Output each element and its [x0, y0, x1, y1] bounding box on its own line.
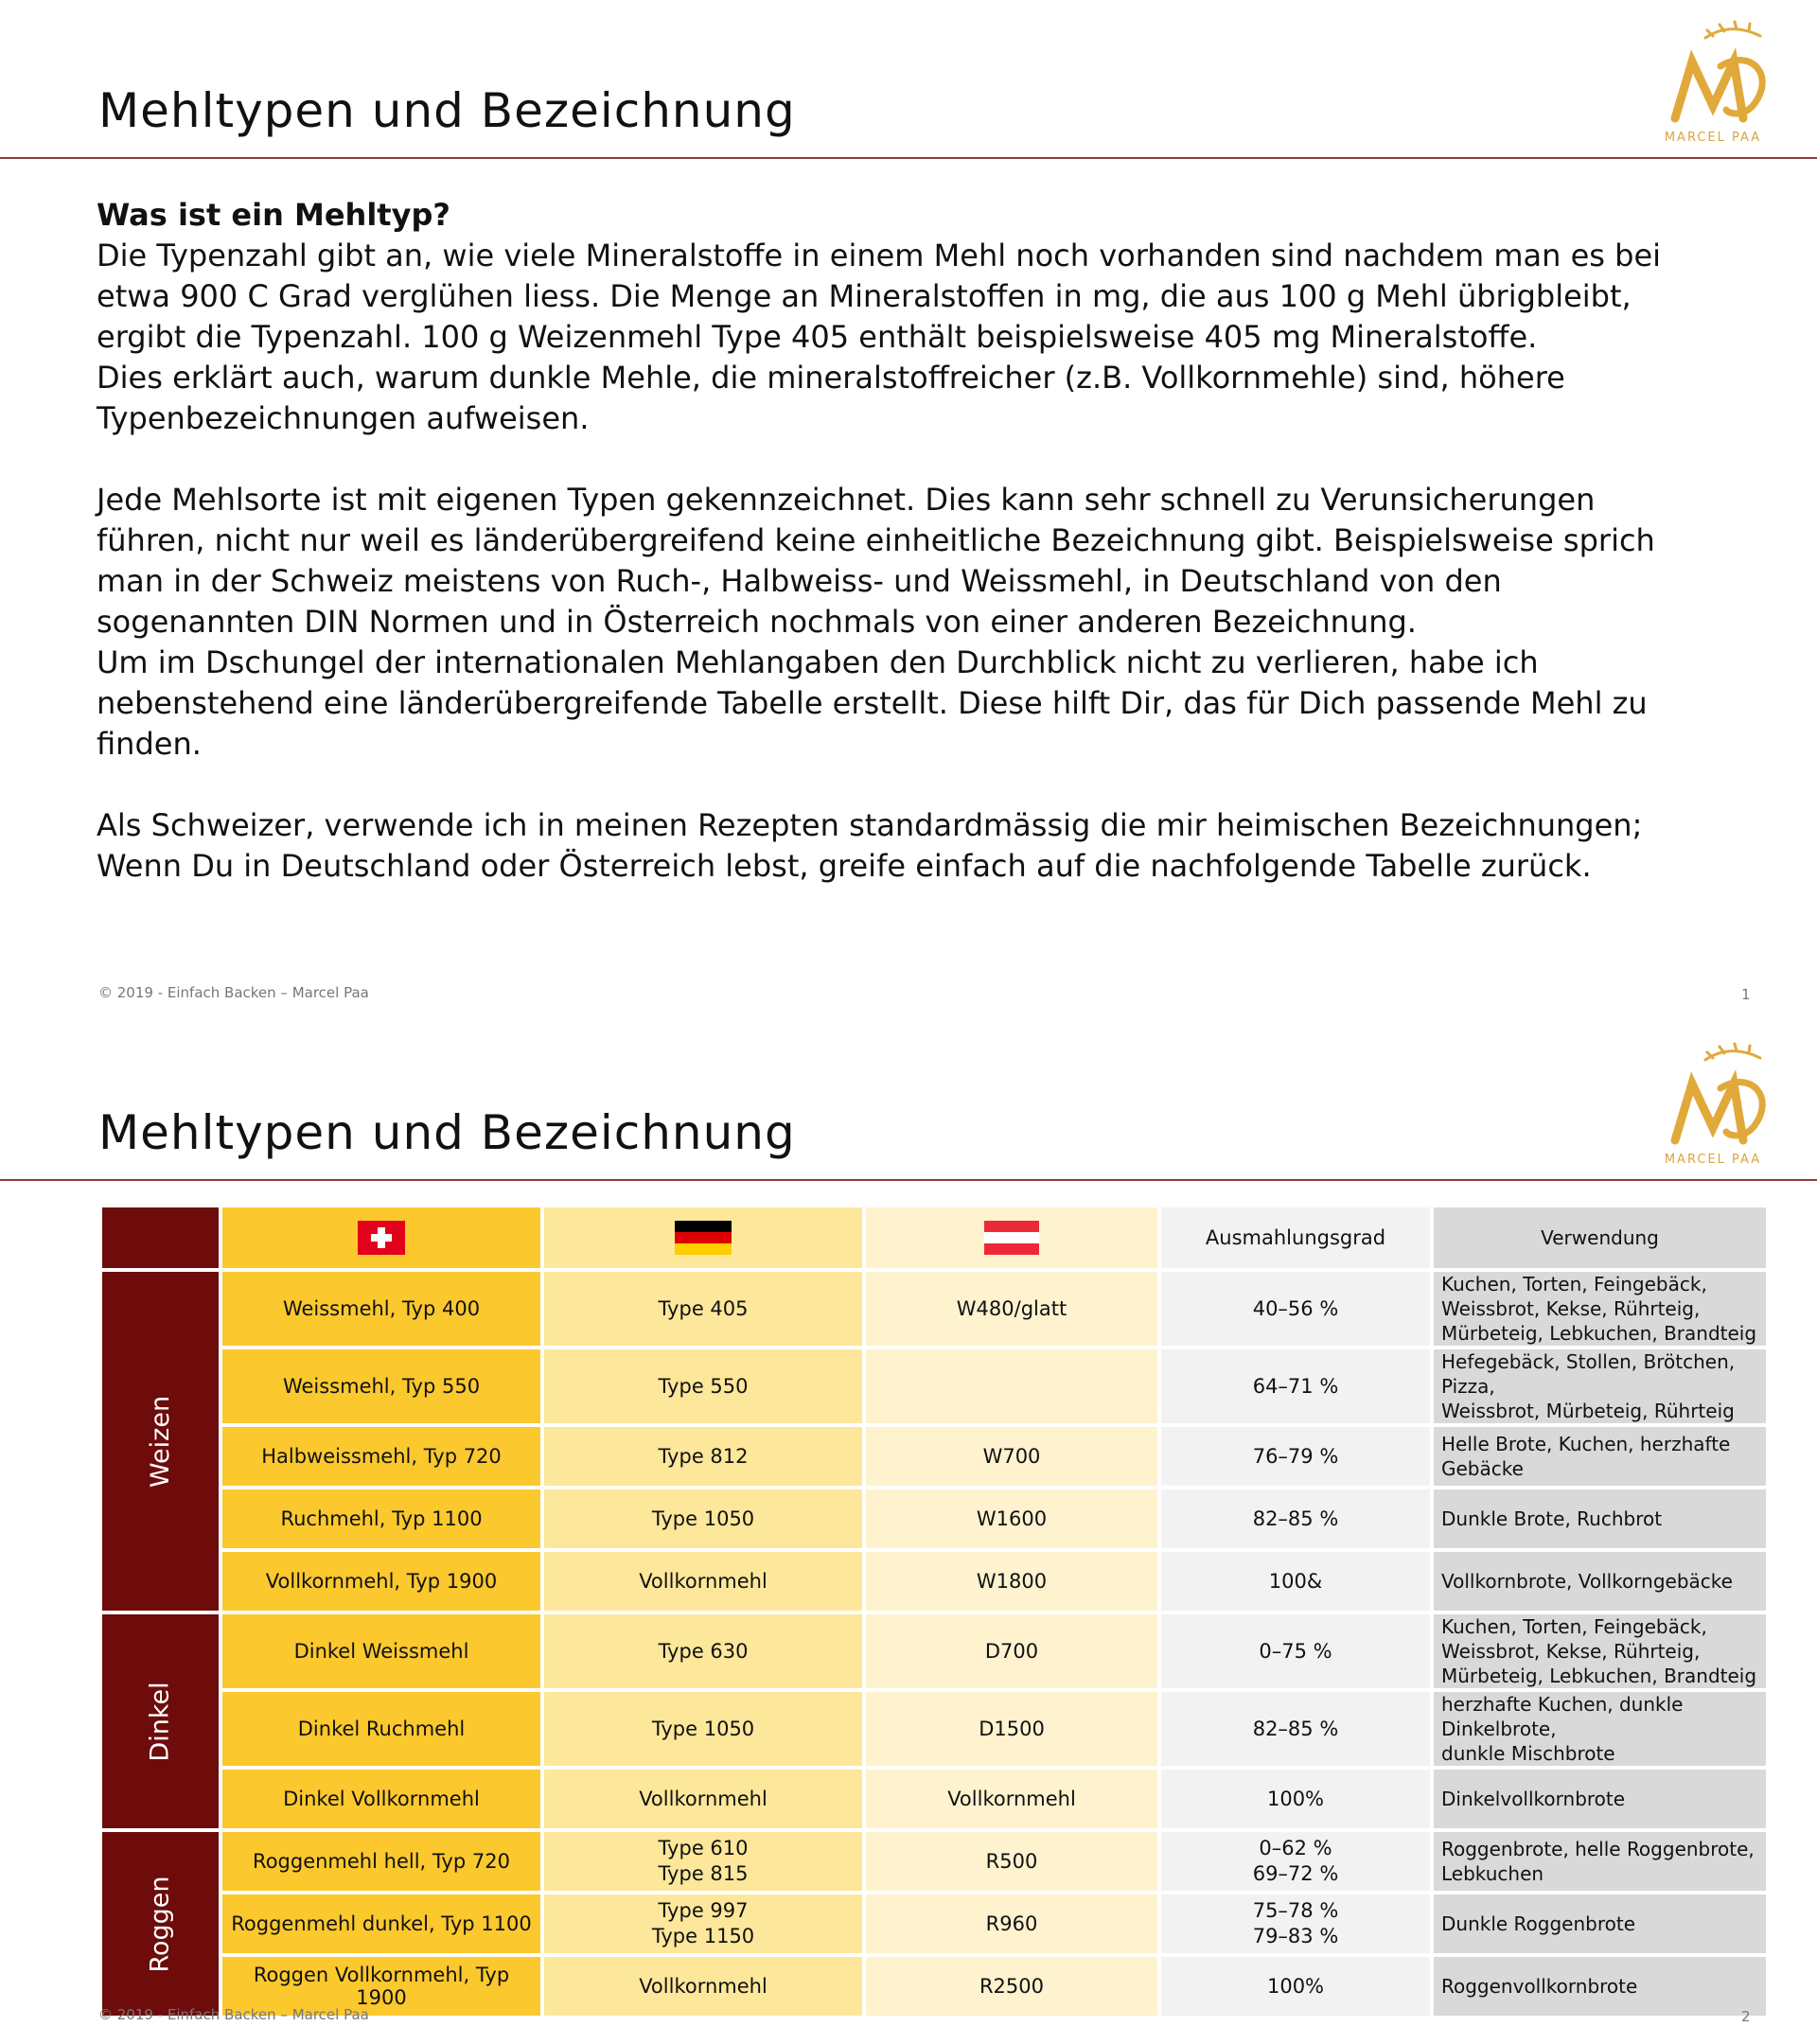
- cell-austria: [864, 1348, 1159, 1425]
- german-flag-icon: [675, 1221, 732, 1255]
- cell-line: Weissbrot, Mürbeteig, Rührteig: [1441, 1400, 1735, 1422]
- cell-line: Mürbeteig, Lebkuchen, Brandteig: [1441, 1665, 1757, 1687]
- table-header-row: [100, 1206, 1768, 1270]
- question-heading: Was ist ein Mehltyp?: [97, 197, 450, 233]
- category-label: Weizen: [146, 1395, 175, 1488]
- cell-line: 82–85 %: [1252, 1717, 1339, 1740]
- cell-austria: R960: [864, 1893, 1159, 1955]
- cell-verwendung: [1432, 1893, 1768, 1955]
- cell-line: Roggenbrote, helle Roggenbrote,: [1441, 1838, 1755, 1860]
- cell-line: Roggenvollkornbrote: [1441, 1975, 1638, 1998]
- cell-line: 40–56 %: [1252, 1296, 1339, 1320]
- page-number: 2: [1741, 2008, 1751, 2025]
- paragraph-2: [97, 480, 1762, 765]
- cell-line: 100&: [1268, 1569, 1323, 1593]
- cell-austria: Vollkornmehl: [864, 1768, 1159, 1830]
- intro-text: [97, 195, 1762, 927]
- cell-austria: R500: [864, 1830, 1159, 1893]
- text-line: Die Typenzahl gibt an, wie viele Mineralstoffe in einem Mehl noch vorhanden sind nachdem man es bei: [97, 238, 1662, 273]
- logo-text: MARCEL PAA: [1664, 1153, 1762, 1167]
- cell-switzerland: Dinkel Ruchmehl: [221, 1690, 542, 1768]
- cell-austria: D1500: [864, 1690, 1159, 1768]
- cell-austria: W1800: [864, 1550, 1159, 1612]
- header-switzerland: [221, 1206, 542, 1270]
- cell-ausmahlungsgrad: [1159, 1612, 1432, 1690]
- cell-verwendung: [1432, 1612, 1768, 1690]
- austrian-flag-icon: [984, 1221, 1039, 1255]
- cell-line: Type 1150: [651, 1925, 755, 1947]
- cell-line: 75–78 %: [1252, 1899, 1339, 1922]
- paragraph-1: [97, 195, 1762, 439]
- cell-line: Vollkornmehl: [639, 1974, 767, 1998]
- cell-switzerland: Roggenmehl dunkel, Typ 1100: [221, 1893, 542, 1955]
- header-verwendung: Verwendung: [1432, 1206, 1768, 1270]
- slide-title: Mehltypen und Bezeichnung: [98, 83, 796, 138]
- text-line: Jede Mehlsorte ist mit eigenen Typen gekennzeichnet. Dies kann sehr schnell zu Verunsicherungen: [97, 482, 1596, 518]
- cell-germany: [542, 1612, 864, 1690]
- text-line: nebenstehend eine länderübergreifende Tabelle erstellt. Diese hilft Dir, das für Dich passende Mehl zu: [97, 685, 1648, 721]
- cell-ausmahlungsgrad: [1159, 1488, 1432, 1550]
- table-row: [100, 1690, 1768, 1768]
- cell-switzerland: Weissmehl, Typ 550: [221, 1348, 542, 1425]
- text-line: Typenbezeichnungen aufweisen.: [97, 400, 590, 436]
- cell-line: Vollkornmehl: [639, 1569, 767, 1593]
- slide-title: Mehltypen und Bezeichnung: [98, 1105, 796, 1160]
- header-ausmahlungsgrad: Ausmahlungsgrad: [1159, 1206, 1432, 1270]
- cell-line: 0–75 %: [1259, 1639, 1332, 1663]
- cell-verwendung: [1432, 1348, 1768, 1425]
- cell-germany: [542, 1425, 864, 1488]
- cell-line: 100%: [1266, 1974, 1325, 1998]
- flour-types-table: [98, 1204, 1770, 2019]
- table-row: [100, 1425, 1768, 1488]
- cell-line: dunkle Mischbrote: [1441, 1742, 1615, 1765]
- cell-line: Helle Brote, Kuchen, herzhafte: [1441, 1433, 1731, 1455]
- cell-germany: [542, 1690, 864, 1768]
- cell-austria: R2500: [864, 1955, 1159, 2018]
- cell-switzerland: Roggen Vollkornmehl, Typ 1900: [221, 1955, 542, 2018]
- title-divider: [0, 1179, 1817, 1181]
- table-row: [100, 1270, 1768, 1348]
- cell-line: herzhafte Kuchen, dunkle Dinkelbrote,: [1441, 1693, 1684, 1740]
- cell-ausmahlungsgrad: [1159, 1425, 1432, 1488]
- cell-ausmahlungsgrad: [1159, 1348, 1432, 1425]
- text-line: finden.: [97, 726, 202, 762]
- cell-austria: D700: [864, 1612, 1159, 1690]
- cell-verwendung: [1432, 1488, 1768, 1550]
- cell-line: Hefegebäck, Stollen, Brötchen, Pizza,: [1441, 1350, 1736, 1398]
- page-number: 1: [1741, 986, 1751, 1003]
- cell-verwendung: [1432, 1690, 1768, 1768]
- cell-germany: [542, 1955, 864, 2018]
- cell-switzerland: Halbweissmehl, Typ 720: [221, 1425, 542, 1488]
- table-row: [100, 1768, 1768, 1830]
- cell-germany: [542, 1893, 864, 1955]
- cell-ausmahlungsgrad: [1159, 1893, 1432, 1955]
- cell-line: 69–72 %: [1252, 1862, 1339, 1885]
- cell-switzerland: Vollkornmehl, Typ 1900: [221, 1550, 542, 1612]
- cell-switzerland: Dinkel Weissmehl: [221, 1612, 542, 1690]
- table-row: [100, 1550, 1768, 1612]
- paragraph-3: [97, 805, 1762, 887]
- slide-2: [0, 1022, 1817, 2044]
- footer-copyright: © 2019 - Einfach Backen – Marcel Paa: [98, 2006, 369, 2023]
- cell-line: 82–85 %: [1252, 1507, 1339, 1530]
- cell-germany: [542, 1768, 864, 1830]
- cell-line: 100%: [1266, 1787, 1325, 1810]
- cell-ausmahlungsgrad: [1159, 1768, 1432, 1830]
- text-line: etwa 900 C Grad verglühen liess. Die Menge an Mineralstoffen in mg, die aus 100 g Mehl übrigbleibt,: [97, 278, 1632, 314]
- cell-line: Dinkelvollkornbrote: [1441, 1788, 1626, 1810]
- cell-line: Weissbrot, Kekse, Rührteig,: [1441, 1297, 1701, 1320]
- table-row: [100, 1830, 1768, 1893]
- cell-switzerland: Weissmehl, Typ 400: [221, 1270, 542, 1348]
- cell-line: Type 812: [658, 1444, 749, 1468]
- table-row: [100, 1348, 1768, 1425]
- cell-verwendung: [1432, 1550, 1768, 1612]
- header-corner: [100, 1206, 221, 1270]
- cell-germany: [542, 1270, 864, 1348]
- table-body: [100, 1270, 1768, 2018]
- cell-verwendung: [1432, 1955, 1768, 2018]
- cell-ausmahlungsgrad: [1159, 1955, 1432, 2018]
- cell-line: 0–62 %: [1259, 1837, 1332, 1859]
- cell-line: Gebäcke: [1441, 1457, 1524, 1480]
- cell-germany: [542, 1488, 864, 1550]
- cell-germany: [542, 1830, 864, 1893]
- text-line: ergibt die Typenzahl. 100 g Weizenmehl Type 405 enthält beispielsweise 405 mg Mineralstoffe.: [97, 319, 1538, 355]
- cell-line: Dunkle Brote, Ruchbrot: [1441, 1507, 1663, 1530]
- cell-line: Dunkle Roggenbrote: [1441, 1912, 1636, 1935]
- cell-line: 64–71 %: [1252, 1374, 1339, 1398]
- category-label: Dinkel: [145, 1681, 175, 1762]
- cell-line: Type 815: [658, 1862, 749, 1885]
- cell-verwendung: [1432, 1270, 1768, 1348]
- cell-line: Kuchen, Torten, Feingebäck,: [1441, 1273, 1707, 1295]
- category-label: Roggen: [145, 1875, 175, 1973]
- cell-switzerland: Roggenmehl hell, Typ 720: [221, 1830, 542, 1893]
- cell-line: Type 630: [658, 1639, 749, 1663]
- cell-switzerland: Dinkel Vollkornmehl: [221, 1768, 542, 1830]
- cell-germany: [542, 1550, 864, 1612]
- cell-line: 79–83 %: [1252, 1925, 1339, 1947]
- header-austria: [864, 1206, 1159, 1270]
- cell-line: Type 610: [658, 1837, 749, 1859]
- table-row: [100, 1893, 1768, 1955]
- title-divider: [0, 157, 1817, 159]
- cell-line: 76–79 %: [1252, 1444, 1339, 1468]
- logo-text: MARCEL PAA: [1664, 131, 1762, 145]
- text-line: sogenannten DIN Normen und in Österreich nochmals von einer anderen Bezeichnung.: [97, 604, 1417, 640]
- cell-line: Type 1050: [651, 1507, 755, 1530]
- cell-line: Vollkornbrote, Vollkorngebäcke: [1441, 1570, 1733, 1593]
- cell-line: Lebkuchen: [1441, 1862, 1544, 1885]
- footer-copyright: © 2019 - Einfach Backen – Marcel Paa: [98, 984, 369, 1001]
- text-line: Wenn Du in Deutschland oder Österreich lebst, greife einfach auf die nachfolgende Tabelle zurück.: [97, 848, 1592, 884]
- table-row: [100, 1488, 1768, 1550]
- cell-line: Type 1050: [651, 1717, 755, 1740]
- header-germany: [542, 1206, 864, 1270]
- cell-line: Weissbrot, Kekse, Rührteig,: [1441, 1640, 1701, 1663]
- cell-austria: W1600: [864, 1488, 1159, 1550]
- text-line: führen, nicht nur weil es länderübergreifend keine einheitliche Bezeichnung gibt. Beispielsweise sprich: [97, 522, 1655, 558]
- text-line: Dies erklärt auch, warum dunkle Mehle, die mineralstoffreicher (z.B. Vollkornmehle) sind, höhere: [97, 360, 1565, 396]
- cell-ausmahlungsgrad: [1159, 1270, 1432, 1348]
- cell-line: Type 550: [658, 1374, 749, 1398]
- cell-verwendung: [1432, 1425, 1768, 1488]
- category-cell: [100, 1270, 221, 1612]
- cell-austria: W700: [864, 1425, 1159, 1488]
- cell-verwendung: [1432, 1768, 1768, 1830]
- cell-line: Vollkornmehl: [639, 1787, 767, 1810]
- cell-ausmahlungsgrad: [1159, 1830, 1432, 1893]
- cell-line: Kuchen, Torten, Feingebäck,: [1441, 1615, 1707, 1638]
- cell-germany: [542, 1348, 864, 1425]
- cell-austria: W480/glatt: [864, 1270, 1159, 1348]
- cell-switzerland: Ruchmehl, Typ 1100: [221, 1488, 542, 1550]
- table-row: [100, 1612, 1768, 1690]
- text-line: Um im Dschungel der internationalen Mehlangaben den Durchblick nicht zu verlieren, habe ich: [97, 644, 1539, 680]
- text-line: man in der Schweiz meistens von Ruch-, Halbweiss- und Weissmehl, in Deutschland von den: [97, 563, 1502, 599]
- text-line: Als Schweizer, verwende ich in meinen Rezepten standardmässig die mir heimischen Bezeichnungen;: [97, 807, 1643, 843]
- cell-line: Type 405: [658, 1296, 749, 1320]
- cell-line: Type 997: [658, 1899, 749, 1922]
- cell-line: Mürbeteig, Lebkuchen, Brandteig: [1441, 1322, 1757, 1345]
- cell-verwendung: [1432, 1830, 1768, 1893]
- category-cell: [100, 1612, 221, 1830]
- category-cell: [100, 1830, 221, 2018]
- swiss-flag-icon: [358, 1221, 405, 1255]
- cell-ausmahlungsgrad: [1159, 1690, 1432, 1768]
- cell-ausmahlungsgrad: [1159, 1550, 1432, 1612]
